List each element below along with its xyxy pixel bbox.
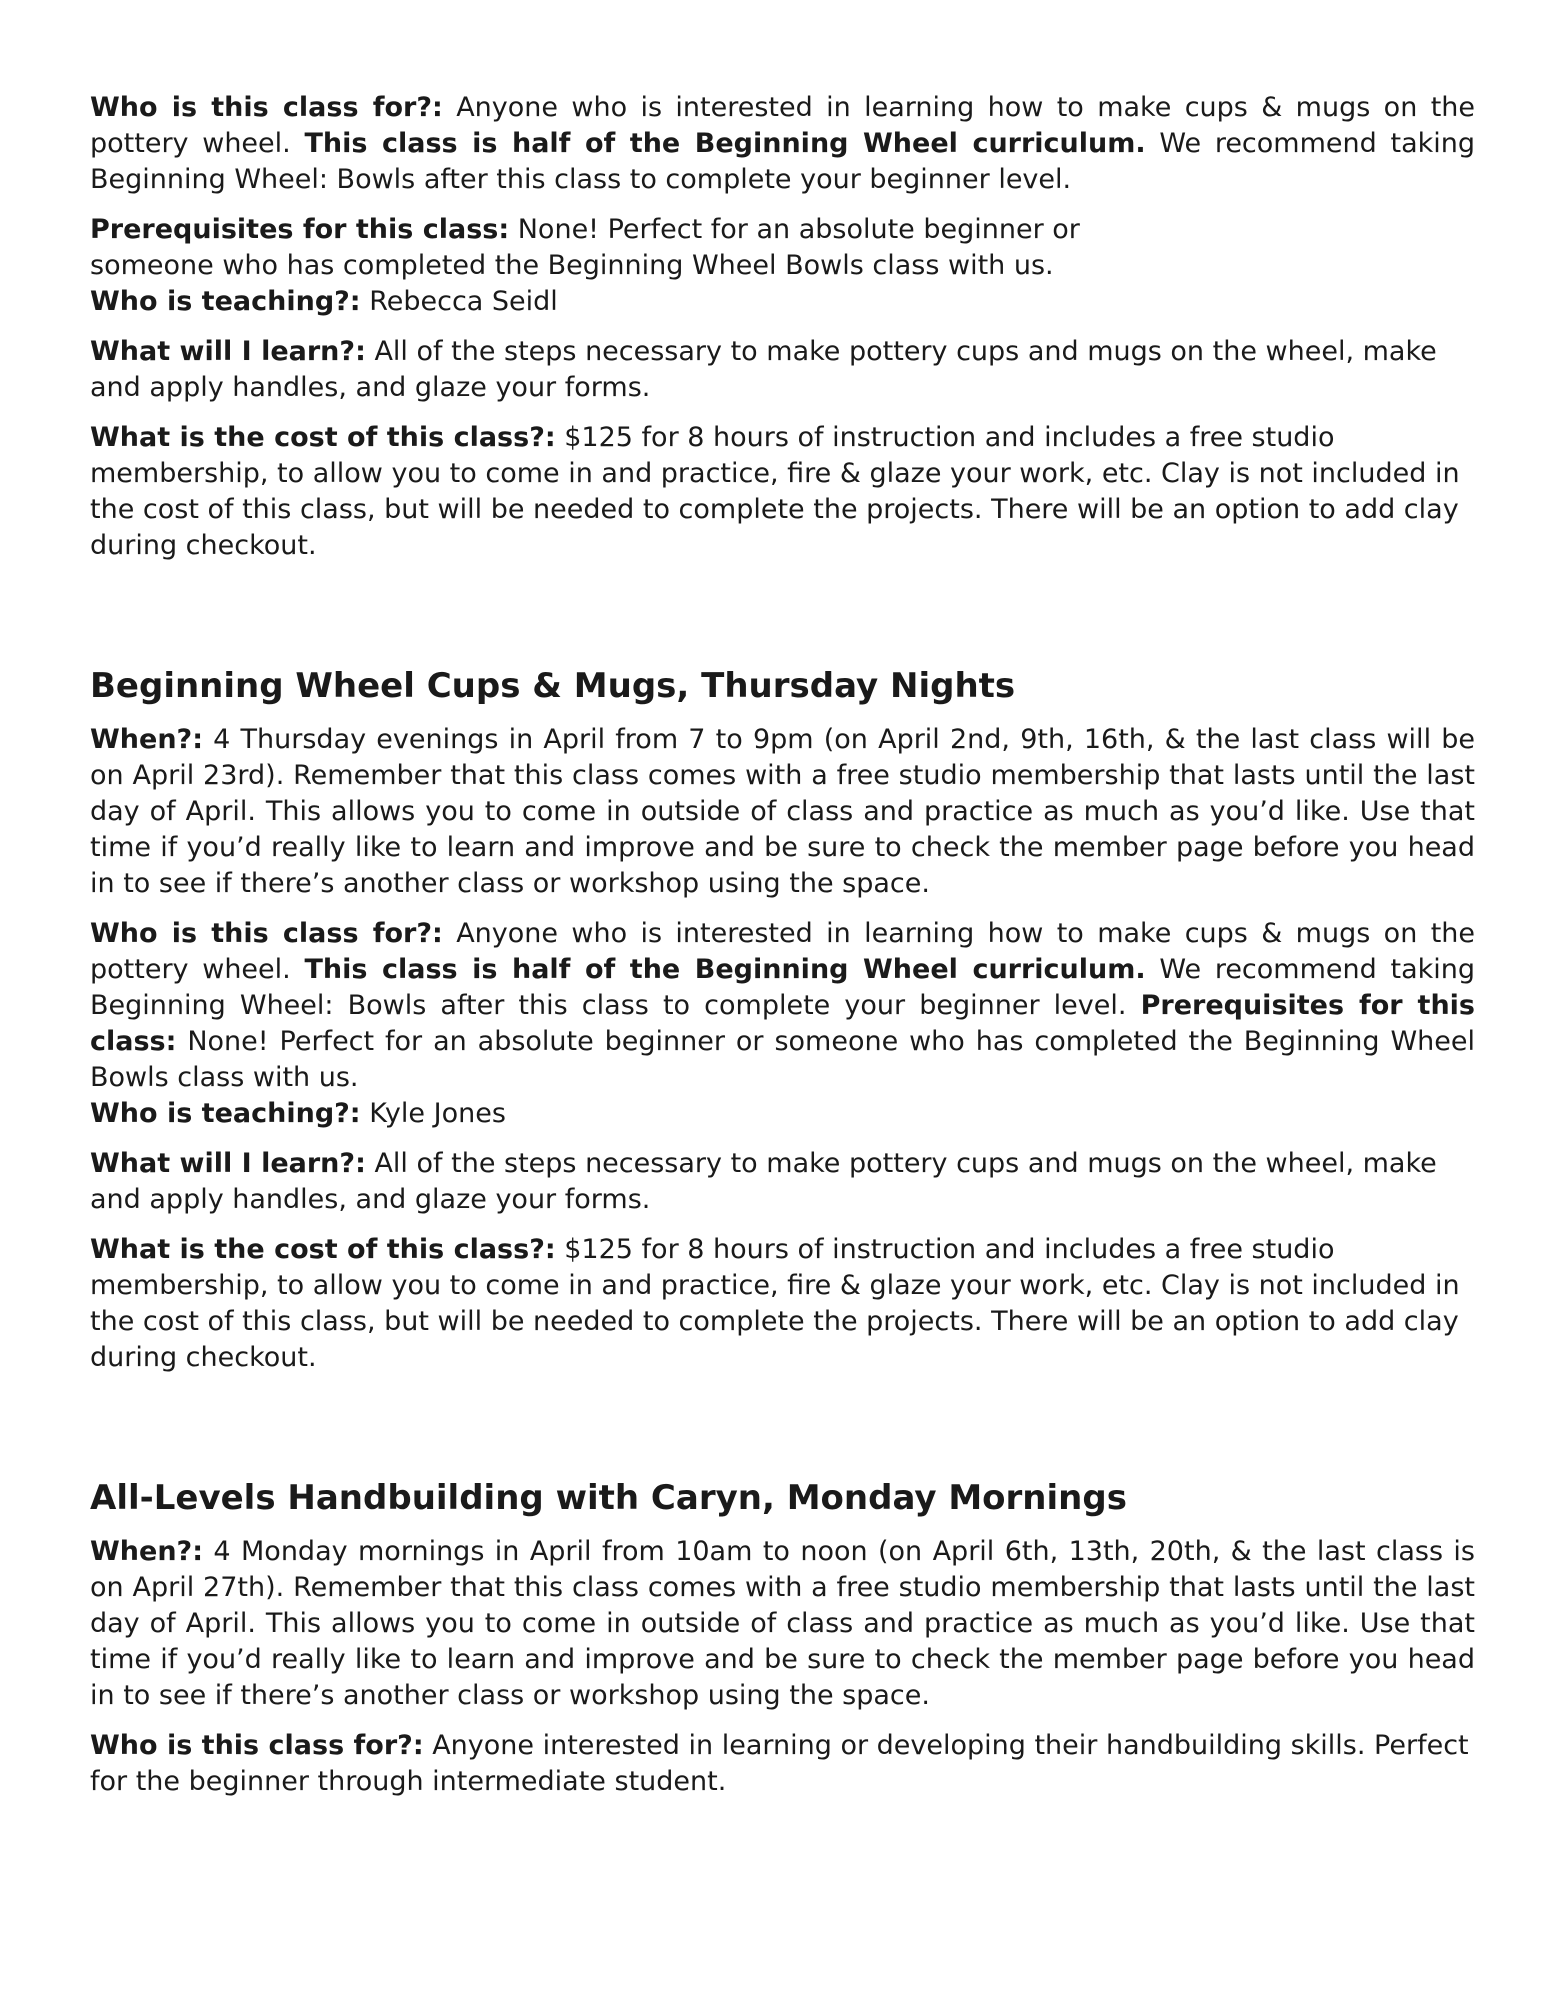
when-label: When?: [90, 1536, 203, 1567]
prereq-paragraph: Prerequisites for this class: None! Perfect for an absolute beginner or someone who has completed the Beginning Wheel Bowls class with us. [90, 214, 1080, 281]
curriculum-note: This class is half of the Beginning Wheel curriculum. [304, 128, 1146, 159]
who-label: Who is this class for?: [90, 92, 443, 123]
section-cups-mugs-thursday [90, 664, 1475, 1376]
teacher-label: Who is teaching?: [90, 1098, 361, 1129]
document-page [90, 90, 1475, 1800]
when-label: When?: [90, 724, 203, 755]
section-cups-mugs-continued [90, 90, 1475, 564]
who-label: Who is this class for?: [90, 1730, 424, 1761]
learn-paragraph: What will I learn?: All of the steps necessary to make pottery cups and mugs on the wheel, make and apply handles, and glaze your forms. [90, 336, 1437, 403]
prereq-label: Prerequisites for this class: [90, 990, 1475, 1057]
section-handbuilding-monday [90, 1476, 1475, 1800]
teacher-name: Kyle Jones [360, 1098, 506, 1129]
section-title: Beginning Wheel Cups & Mugs, Thursday Nights [90, 666, 1016, 706]
teacher-name: Rebecca Seidl [360, 286, 558, 317]
learn-paragraph: What will I learn?: All of the steps necessary to make pottery cups and mugs on the wheel, make and apply handles, and glaze your forms. [90, 1148, 1437, 1215]
cost-label: What is the cost of this class?: [90, 422, 556, 453]
cost-paragraph: What is the cost of this class?: $125 for 8 hours of instruction and includes a free studio membership, to allow you to come in and practice, fire & glaze your work, etc. Clay is not included in the cost of this class, but will be needed to complete the projects. There will be an option to add clay during checkout. [90, 1234, 1460, 1373]
prereq-label: Prerequisites for this class: [90, 214, 510, 245]
who-paragraph: Who is this class for?: Anyone who is interested in learning how to make cups & mugs on the pottery wheel. This class is half of the Beginning Wheel curriculum. We recommend taking Beginning Wheel: Bowls after this class to complete your beginner level. Prerequisites for this class: None! Perfect for an absolute beginner or someone who has completed the Beginning Wheel Bowls class with us. [90, 918, 1476, 1093]
teacher-paragraph [90, 284, 1475, 320]
who-label: Who is this class for?: [90, 918, 443, 949]
who-paragraph: Who is this class for?: Anyone interested in learning or developing their handbuilding skills. Perfect for the beginner through intermediate student. [90, 1730, 1469, 1797]
learn-label: What will I learn?: [90, 336, 366, 367]
teacher-label: Who is teaching?: [90, 286, 361, 317]
section-title: All-Levels Handbuilding with Caryn, Monday Mornings [90, 1478, 1127, 1518]
curriculum-note: This class is half of the Beginning Wheel curriculum. [304, 954, 1146, 985]
cost-label: What is the cost of this class?: [90, 1234, 556, 1265]
when-paragraph: When?: 4 Monday mornings in April from 10am to noon (on April 6th, 13th, 20th, & the last class is on April 27th). Remember that this class comes with a free studio membership that lasts until the last day of April. This allows you to come in outside of class and practice as much as you’d like. Use that time if you’d really like to learn and improve and be sure to check the member page before you head in to see if there’s another class or workshop using the space. [90, 1536, 1475, 1711]
learn-label: What will I learn?: [90, 1148, 366, 1179]
when-paragraph: When?: 4 Thursday evenings in April from 7 to 9pm (on April 2nd, 9th, 16th, & the last class will be on April 23rd). Remember that this class comes with a free studio membership that lasts until the last day of April. This allows you to come in outside of class and practice as much as you’d like. Use that time if you’d really like to learn and improve and be sure to check the member page before you head in to see if there’s another class or workshop using the space. [90, 724, 1475, 899]
teacher-paragraph [90, 1096, 1475, 1132]
who-paragraph: Who is this class for?: Anyone who is interested in learning how to make cups & mugs on the pottery wheel. This class is half of the Beginning Wheel curriculum. We recommend taking Beginning Wheel: Bowls after this class to complete your beginner level. [90, 92, 1476, 195]
cost-paragraph: What is the cost of this class?: $125 for 8 hours of instruction and includes a free studio membership, to allow you to come in and practice, fire & glaze your work, etc. Clay is not included in the cost of this class, but will be needed to complete the projects. There will be an option to add clay during checkout. [90, 422, 1460, 561]
